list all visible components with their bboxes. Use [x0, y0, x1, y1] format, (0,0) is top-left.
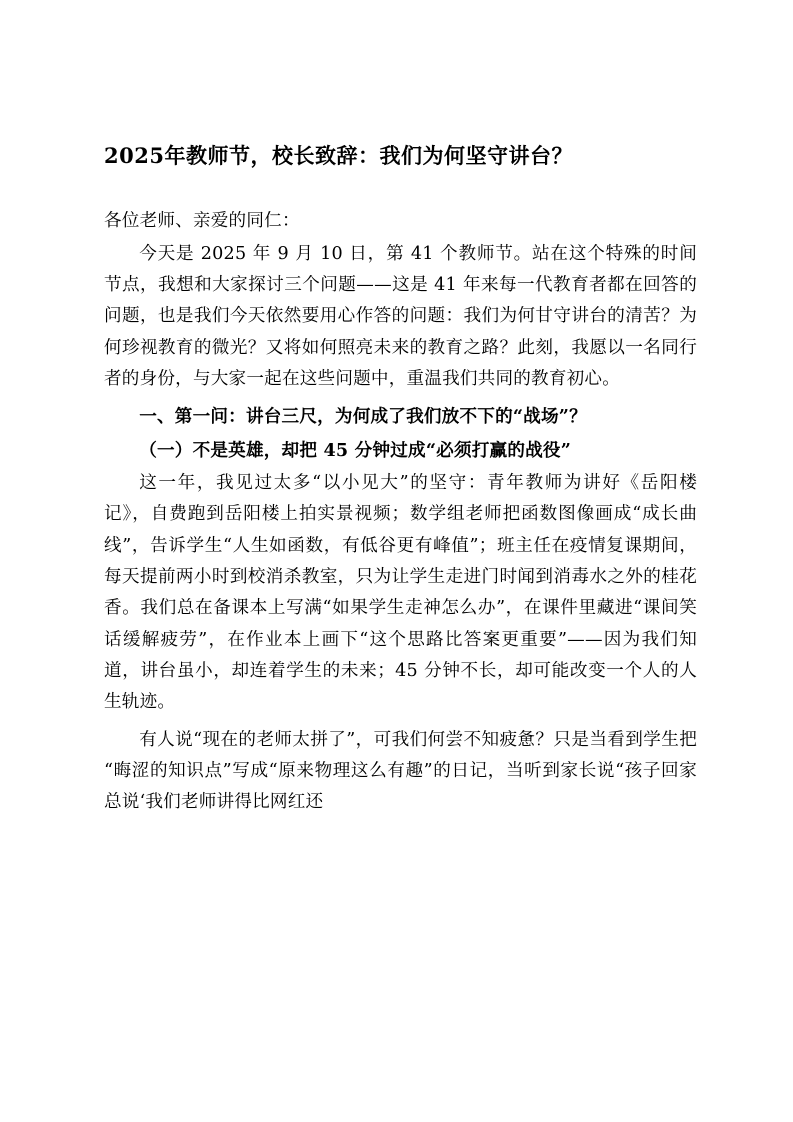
page-title: 2025年教师节，校长致辞：我们为何坚守讲台？	[104, 143, 573, 168]
paragraph-intro: 今天是 2025 年 9 月 10 日，第 41 个教师节。站在这个特殊的时间节点，我想和大家探讨三个问题——这是 41 年来每一代教育者都在回答的问题，也是我们今天依然要用心作答的问题：我们为何甘守讲台的清苦？为何珍视教育的微光？又将如何照亮未来的教育之路？此刻，我愿以一名同行者的身份，与大家一起在这些问题中，重温我们共同的教育初心。	[104, 243, 697, 390]
paragraph-salutation: 各位老师、亲爱的同仁：	[104, 210, 300, 231]
paragraph-body-2: 有人说“现在的老师太拼了”，可我们何尝不知疲惫？只是当看到学生把“晦涩的知识点”写成“原来物理这么有趣”的日记，当听到家长说“孩子回家总说‘我们老师讲得比网红还	[104, 729, 697, 813]
paragraph-body-1: 这一年，我见过太多“以小见大”的坚守：青年教师为讲好《岳阳楼记》，自费跑到岳阳楼上拍实景视频；数学组老师把函数图像画成“成长曲线”，告诉学生“人生如函数，有低谷更有峰值”；班主任在疫情复课期间，每天提前两小时到校消杀教室，只为让学生走进门时闻到消毒水之外的桂花香。我们总在备课本上写满“如果学生走神怎么办”，在课件里藏进“课间笑话缓解疲劳”，在作业本上画下“这个思路比答案更重要”——因为我们知道，讲台虽小，却连着学生的未来；45 分钟不长，却可能改变一个人的人生轨迹。	[104, 473, 697, 713]
section-heading-1: 一、第一问：讲台三尺，为何成了我们放不下的“战场”？	[139, 406, 587, 428]
subsection-heading-1-1: （一）不是英雄，却把 45 分钟过成“必须打赢的战役”	[139, 439, 572, 461]
